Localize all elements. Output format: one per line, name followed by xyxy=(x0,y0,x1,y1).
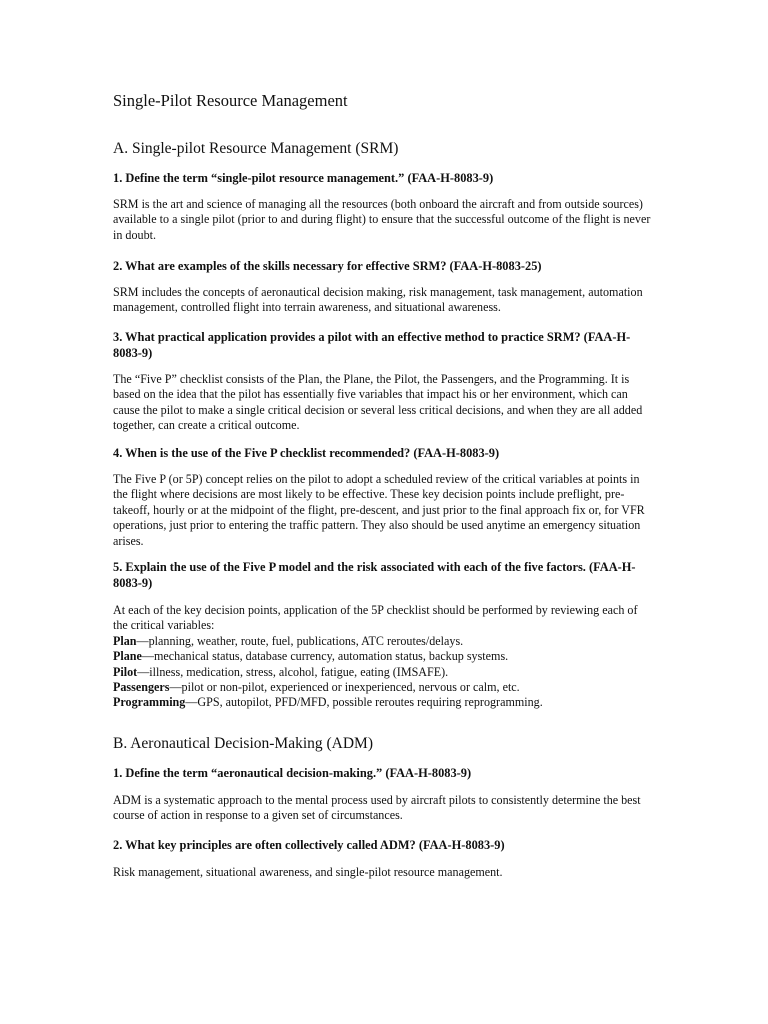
variable-programming xyxy=(113,695,653,710)
variable-name: Plan xyxy=(113,633,137,648)
variable-desc: —GPS, autopilot, PFD/MFD, possible reroutes requiring reprogramming. xyxy=(185,695,543,710)
document-title: Single-Pilot Resource Management xyxy=(113,91,348,110)
answer-srm-5-intro: At each of the key decision points, application of the 5P checklist should be performed by reviewing each of the critical variables: xyxy=(113,603,638,633)
question-srm-1: 1. Define the term “single-pilot resource management.” (FAA-H-8083-9) xyxy=(113,171,494,185)
section-heading-adm: B. Aeronautical Decision-Making (ADM) xyxy=(113,735,373,752)
variable-desc: —mechanical status, database currency, automation status, backup systems. xyxy=(141,649,509,664)
question-srm-2: 2. What are examples of the skills necessary for effective SRM? (FAA-H-8083-25) xyxy=(113,259,542,273)
question-adm-2: 2. What key principles are often collectively called ADM? (FAA-H-8083-9) xyxy=(113,838,505,852)
variable-desc: —planning, weather, route, fuel, publications, ATC reroutes/delays. xyxy=(136,633,464,648)
section-heading-srm: A. Single-pilot Resource Management (SRM) xyxy=(113,140,399,157)
question-srm-5: 5. Explain the use of the Five P model and the risk associated with each of the five factors. (FAA-H-8083-9) xyxy=(113,560,636,590)
variable-desc: —illness, medication, stress, alcohol, fatigue, eating (IMSAFE). xyxy=(137,664,449,679)
answer-srm-5 xyxy=(113,603,653,711)
variable-name: Passengers xyxy=(113,680,170,695)
variable-name: Programming xyxy=(113,695,186,710)
question-adm-1: 1. Define the term “aeronautical decision-making.” (FAA-H-8083-9) xyxy=(113,766,472,780)
answer-srm-1: SRM is the art and science of managing all the resources (both onboard the aircraft and from outside sources) available to a single pilot (prior to and during flight) to ensure that the successful outcome of the flight is never in doubt. xyxy=(113,197,651,242)
question-srm-4: 4. When is the use of the Five P checklist recommended? (FAA-H-8083-9) xyxy=(113,446,500,460)
variable-plane xyxy=(113,649,653,664)
answer-adm-2: Risk management, situational awareness, and single-pilot resource management. xyxy=(113,865,503,879)
variable-pilot xyxy=(113,665,653,680)
variable-plan xyxy=(113,634,653,649)
variable-passengers xyxy=(113,680,653,695)
variable-name: Pilot xyxy=(113,664,138,679)
answer-srm-3: The “Five P” checklist consists of the Plan, the Plane, the Pilot, the Passengers, and the Programming. It is based on the idea that the pilot has essentially five variables that impact his or her environment, which can cause the pilot to make a single critical decision or several less critical decisions, and when they are all added together, can create a critical outcome. xyxy=(113,372,643,433)
answer-adm-1: ADM is a systematic approach to the mental process used by aircraft pilots to consistently determine the best course of action in response to a given set of circumstances. xyxy=(113,793,641,823)
answer-srm-2: SRM includes the concepts of aeronautical decision making, risk management, task management, automation management, controlled flight into terrain awareness, and situational awareness. xyxy=(113,285,643,315)
variable-desc: —pilot or non-pilot, experienced or inexperienced, nervous or calm, etc. xyxy=(169,680,520,695)
question-srm-3: 3. What practical application provides a pilot with an effective method to practice SRM? (FAA-H-8083-9) xyxy=(113,330,631,360)
answer-srm-4: The Five P (or 5P) concept relies on the pilot to adopt a scheduled review of the critical variables at points in the flight where decisions are most likely to be effective. These key decision points include preflight, pre-takeoff, hourly or at the midpoint of the flight, pre-descent, and just prior to the final approach fix or, for VFR operations, just prior to entering the traffic pattern. They also should be used anytime an emergency situation arises. xyxy=(113,472,645,548)
variable-name: Plane xyxy=(113,649,142,664)
